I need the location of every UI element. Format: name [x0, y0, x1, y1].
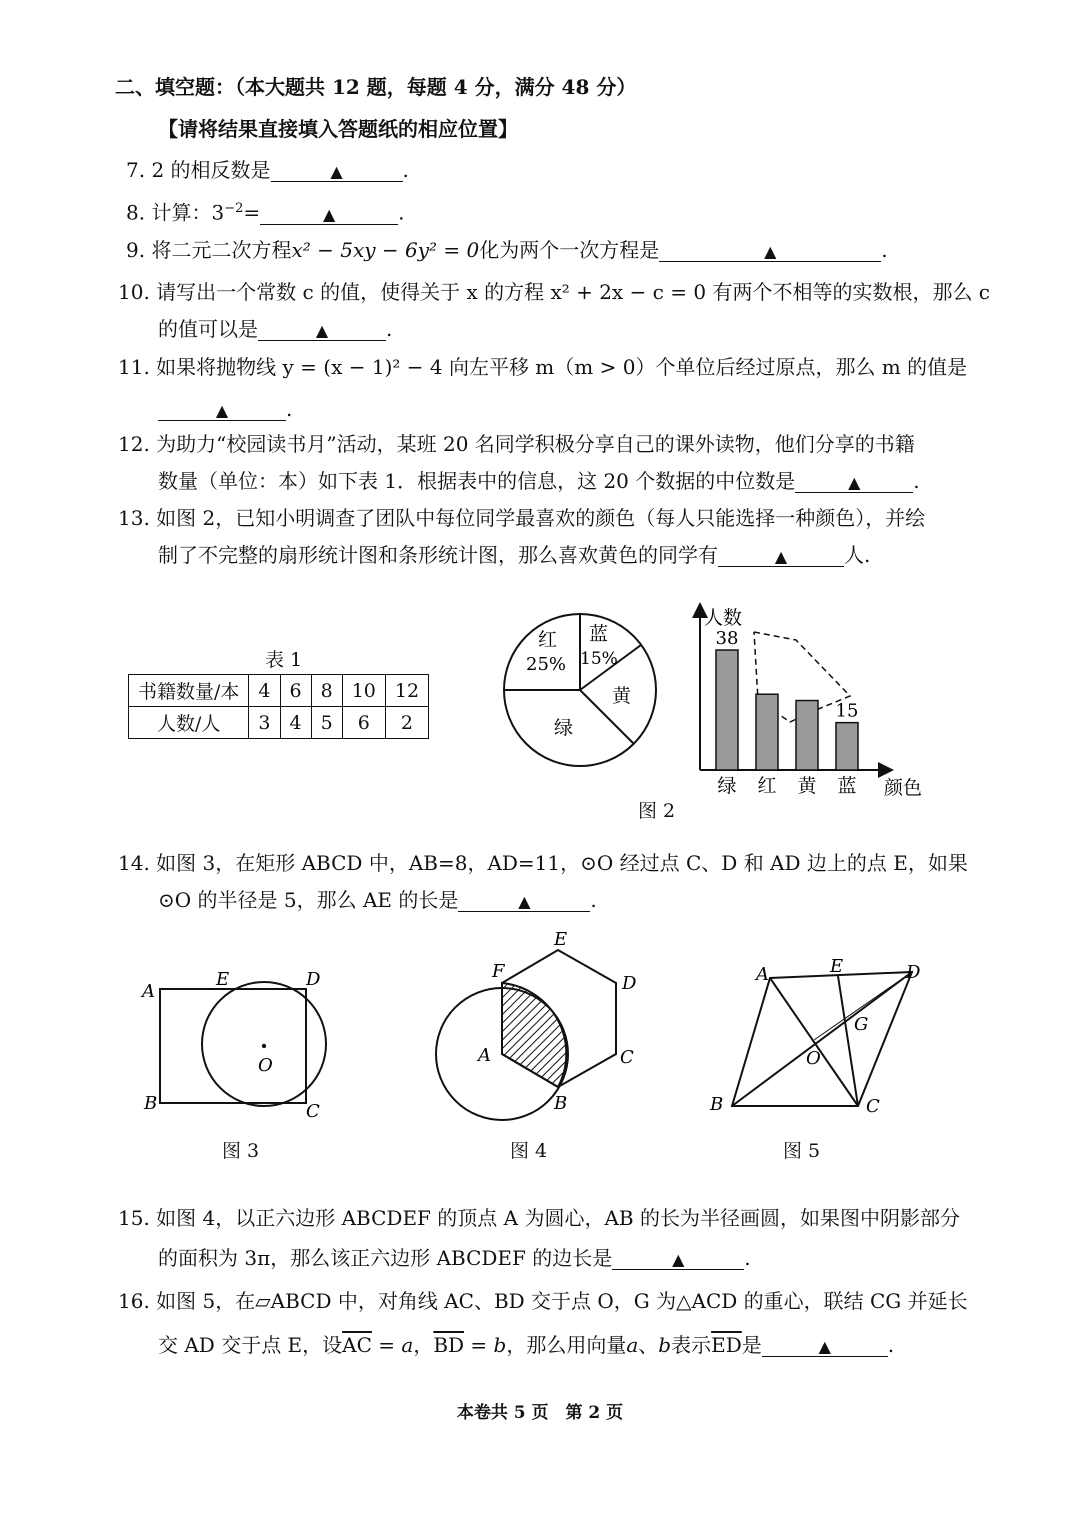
question-number: 11. — [118, 355, 150, 379]
question-11-cont: ▲ . — [158, 396, 292, 422]
figure-3-caption: 图 3 — [222, 1140, 260, 1162]
question-16-cont: 交 AD 交于点 E，设$\overline{AC} = a$，$\overline{BD} = b$，那么用向量a、b表示$\overline{ED}$是 ▲ . — [158, 1333, 895, 1357]
question-number: 7. — [126, 158, 146, 182]
vector-b: b — [493, 1333, 507, 1357]
svg-text:B: B — [554, 1093, 568, 1114]
svg-text:D: D — [622, 973, 637, 994]
y-axis-label: 人数 — [704, 607, 743, 629]
vector-bd: $\overline{BD}$ — [433, 1333, 465, 1357]
pie-pct-blue: 15% — [580, 649, 618, 669]
segment-ce — [838, 976, 858, 1106]
x-tick-label: 绿 — [717, 775, 737, 797]
question-text: 2 的相反数是 — [151, 158, 271, 182]
x-tick-label: 蓝 — [837, 775, 857, 797]
pie-pct-red: 25% — [526, 654, 567, 675]
svg-text:A: A — [478, 1045, 491, 1066]
bar-0 — [716, 650, 738, 770]
pie-chart — [500, 610, 664, 774]
triangle-icon: ▲ — [818, 1337, 831, 1356]
question-number: 12. — [118, 432, 150, 456]
question-9: 9. 将二元二次方程x² − 5xy − 6y² = 0化为两个一次方程是 ▲ . — [126, 238, 888, 262]
pie-label-red: 红 — [538, 629, 558, 651]
answer-blank[interactable] — [795, 470, 913, 493]
svg-text:C: C — [866, 1096, 880, 1117]
vector-ed: $\overline{ED}$ — [711, 1333, 742, 1357]
triangle-icon: ▲ — [330, 162, 343, 181]
bar-3 — [836, 723, 858, 770]
question-10: 10. 请写出一个常数 c 的值，使得关于 x 的方程 x² + 2x − c = 0 有两个不相等的实数根，那么 c — [118, 280, 990, 304]
center-point-o — [262, 1044, 266, 1048]
x-axis-label: 颜色 — [884, 777, 923, 799]
svg-text:O: O — [258, 1055, 273, 1076]
figure-2-caption: 图 2 — [638, 800, 676, 822]
svg-text:E: E — [830, 956, 844, 977]
svg-text:A: A — [142, 981, 155, 1002]
figure-4 — [430, 925, 660, 1125]
figure-4-caption: 图 4 — [510, 1140, 548, 1162]
triangle-icon: ▲ — [774, 547, 788, 566]
vector-a: a — [401, 1333, 414, 1357]
x-tick-label: 黄 — [797, 775, 817, 797]
table-1-title: 表 1 — [265, 649, 303, 671]
svg-text:E: E — [216, 969, 230, 990]
section-instruction: 【请将结果直接填入答题纸的相应位置】 — [158, 117, 518, 141]
table-row-label: 书籍数量/本 — [129, 675, 249, 707]
question-13: 13. 如图 2，已知小明调查了团队中每位同学最喜欢的颜色（每人只能选择一种颜色），并绘 — [118, 506, 926, 530]
bar-value-label: 38 — [715, 628, 739, 649]
question-12: 12. 为助力“校园读书月”活动，某班 20 名同学积极分享自己的课外读物，他们分享的书籍 — [118, 432, 915, 456]
question-number: 14. — [118, 851, 150, 875]
diagonal-ac — [770, 978, 858, 1106]
answer-blank[interactable] — [260, 202, 398, 225]
triangle-icon: ▲ — [848, 473, 861, 492]
pie-label-blue: 蓝 — [589, 623, 609, 645]
question-number: 10. — [118, 280, 150, 304]
answer-blank[interactable] — [659, 239, 881, 262]
answer-blank[interactable] — [718, 544, 844, 567]
question-15-cont: 的面积为 3π，那么该正六边形 ABCDEF 的边长是 ▲ . — [158, 1246, 751, 1270]
vector-ac: $\overline{AC}$ — [342, 1333, 372, 1357]
answer-blank[interactable] — [612, 1247, 744, 1270]
svg-text:E: E — [554, 929, 568, 950]
question-10-cont: 的值可以是 ▲ . — [158, 317, 393, 341]
bar-chart — [686, 600, 926, 800]
page-footer: 本卷共 5 页 第 2 页 — [456, 1403, 624, 1423]
pie-label-green: 绿 — [554, 717, 574, 739]
answer-blank[interactable] — [762, 1334, 888, 1357]
question-12-cont: 数量（单位：本）如下表 1．根据表中的信息，这 20 个数据的中位数是 ▲ . — [158, 469, 920, 493]
question-number: 13. — [118, 506, 150, 530]
x-tick-label: 红 — [757, 775, 777, 797]
triangle-icon: ▲ — [315, 321, 329, 340]
question-15: 15. 如图 4，以正六边形 ABCDEF 的顶点 A 为圆心，AB 的长为半径画圆，如果图中阴影部分 — [118, 1206, 960, 1230]
question-14: 14. 如图 3，在矩形 ABCD 中，AB=8，AD=11，⊙O 经过点 C、D 和 AD 边上的点 E，如果 — [118, 851, 968, 875]
section-title: 二、填空题：（本大题共 12 题，每题 4 分，满分 48 分） — [115, 75, 637, 99]
table-row: 人数/人 3 4 5 6 2 — [129, 707, 429, 739]
bar-2 — [796, 701, 818, 770]
shaded-sector — [502, 983, 566, 1087]
svg-text:D: D — [906, 962, 921, 983]
equation: x² − 5xy − 6y² = 0 — [291, 238, 480, 262]
svg-text:D: D — [306, 969, 321, 990]
svg-text:A: A — [756, 964, 769, 985]
answer-blank[interactable] — [271, 159, 403, 182]
question-11: 11. 如果将抛物线 y = (x − 1)² − 4 向左平移 m（m > 0）个单位后经过原点，那么 m 的值是 — [118, 355, 968, 379]
question-number: 15. — [118, 1206, 150, 1230]
svg-text:B: B — [710, 1094, 724, 1115]
svg-text:C: C — [306, 1101, 320, 1122]
svg-text:G: G — [854, 1014, 869, 1035]
figure-5-caption: 图 5 — [783, 1140, 821, 1162]
figure-3 — [130, 955, 350, 1135]
triangle-icon: ▲ — [672, 1250, 685, 1269]
bar-1 — [756, 694, 778, 770]
question-14-cont: ⊙O 的半径是 5，那么 AE 的长是 ▲ . — [158, 888, 597, 912]
question-16: 16. 如图 5，在▱ABCD 中，对角线 AC、BD 交于点 O，G 为△ACD 的重心，联结 CG 并延长 — [118, 1289, 968, 1313]
svg-text:C: C — [620, 1047, 634, 1068]
svg-text:F: F — [492, 961, 505, 982]
table-row-label: 人数/人 — [129, 707, 249, 739]
svg-text:B: B — [144, 1093, 158, 1114]
question-8: 8. 计算：$3^{-2}=$ ▲ . — [126, 200, 405, 225]
svg-text:O: O — [806, 1048, 821, 1069]
question-7: 7. 2 的相反数是 ▲ . — [126, 158, 409, 182]
question-number: 16. — [118, 1289, 150, 1313]
answer-blank[interactable] — [158, 398, 286, 421]
triangle-icon: ▲ — [764, 242, 777, 261]
table-1 — [128, 674, 429, 739]
answer-blank[interactable] — [258, 318, 386, 341]
answer-blank[interactable] — [458, 889, 590, 912]
question-number: 9. — [126, 238, 146, 262]
triangle-icon: ▲ — [322, 204, 336, 224]
question-number: 8. — [126, 200, 146, 225]
triangle-icon: ▲ — [518, 892, 531, 911]
question-13-cont: 制了不完整的扇形统计图和条形统计图，那么喜欢黄色的同学有 ▲ 人. — [158, 543, 871, 567]
rectangle-abcd — [160, 989, 306, 1103]
bar-value-label: 15 — [835, 700, 859, 722]
table-row: 书籍数量/本 4 6 8 10 12 — [129, 675, 429, 707]
figure-5 — [700, 950, 940, 1120]
pie-label-yellow: 黄 — [612, 685, 632, 707]
triangle-icon: ▲ — [215, 401, 229, 420]
